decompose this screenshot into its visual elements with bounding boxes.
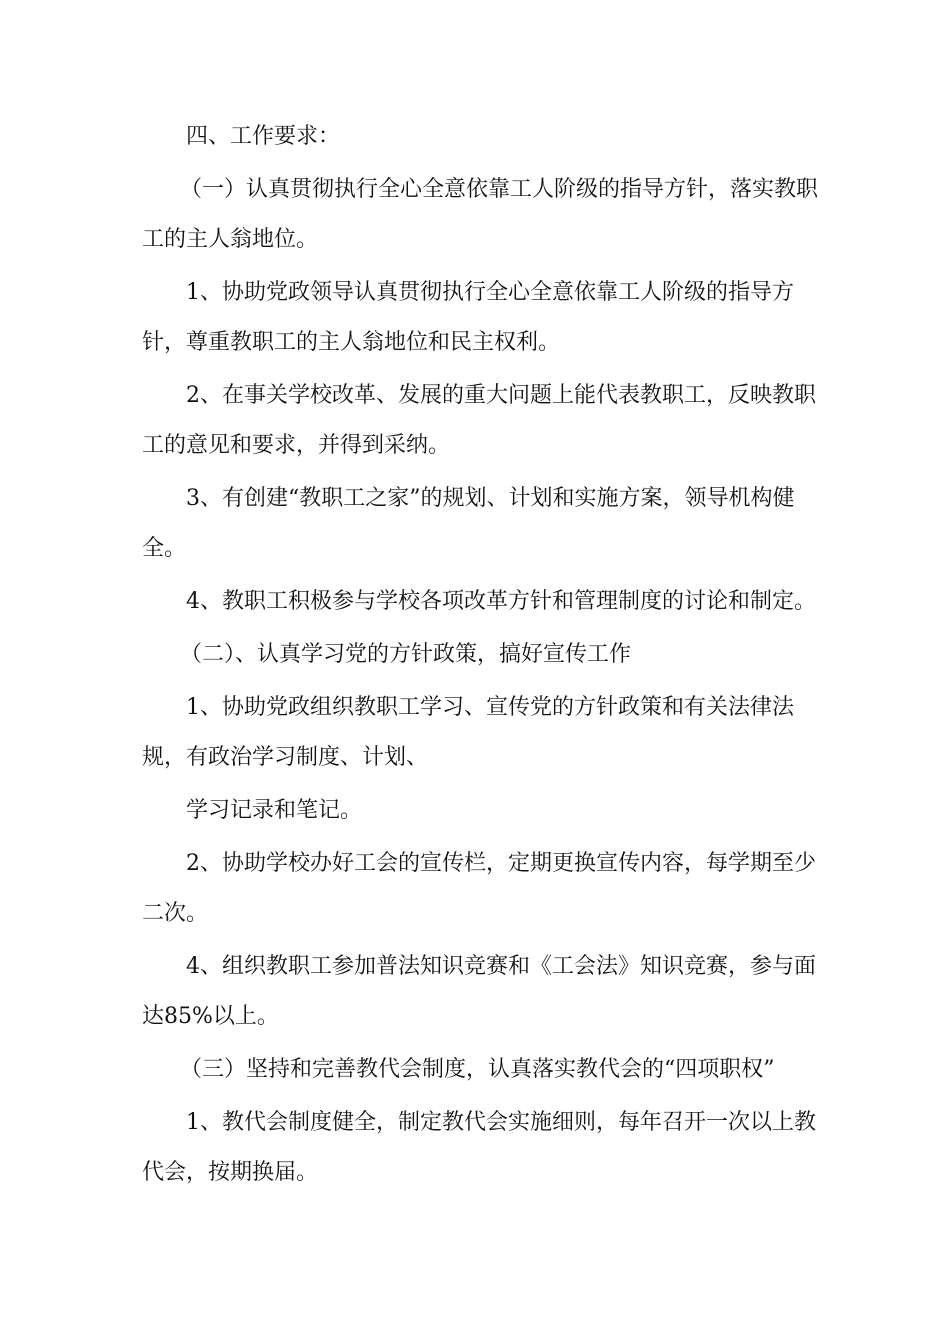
heading-work-requirements: 四、工作要求：	[186, 124, 341, 149]
section-1-item-2: 2、在事关学校改革、发展的重大问题上能代表教职工，反映教职工的意见和要求，并得到采纳。	[142, 383, 816, 458]
section-2-item-1-continued: 学习记录和笔记。	[186, 798, 363, 823]
section-2-item-4: 4、组织教职工参加普法知识竞赛和《工会法》知识竞赛，参与面达85%以上。	[142, 954, 816, 1029]
section-1-item-1: 1、协助党政领导认真贯彻执行全心全意依靠工人阶级的指导方针，尊重教职工的主人翁地位和民主权利。	[142, 280, 794, 355]
section-3-item-1: 1、教代会制度健全，制定教代会实施细则，每年召开一次以上教代会，按期换届。	[142, 1110, 816, 1185]
section-2-heading: （二）、认真学习党的方针政策，搞好宣传工作	[180, 642, 632, 667]
section-3-heading: （三）坚持和完善教代会制度，认真落实教代会的“四项职权”	[180, 1057, 775, 1082]
section-1-heading: （一）认真贯彻执行全心全意依靠工人阶级的指导方针，落实教职工的主人翁地位。	[142, 177, 819, 252]
section-2-item-1: 1、协助党政组织教职工学习、宣传党的方针政策和有关法律法规，有政治学习制度、计划、	[142, 695, 794, 770]
document-body	[142, 112, 822, 1201]
section-1-item-4: 4、教职工积极参与学校各项改革方针和管理制度的讨论和制定。	[186, 589, 816, 614]
section-2-item-2: 2、协助学校办好工会的宣传栏，定期更换宣传内容，每学期至少二次。	[142, 851, 816, 926]
section-1-item-3: 3、有创建“教职工之家”的规划、计划和实施方案，领导机构健全。	[142, 486, 795, 561]
